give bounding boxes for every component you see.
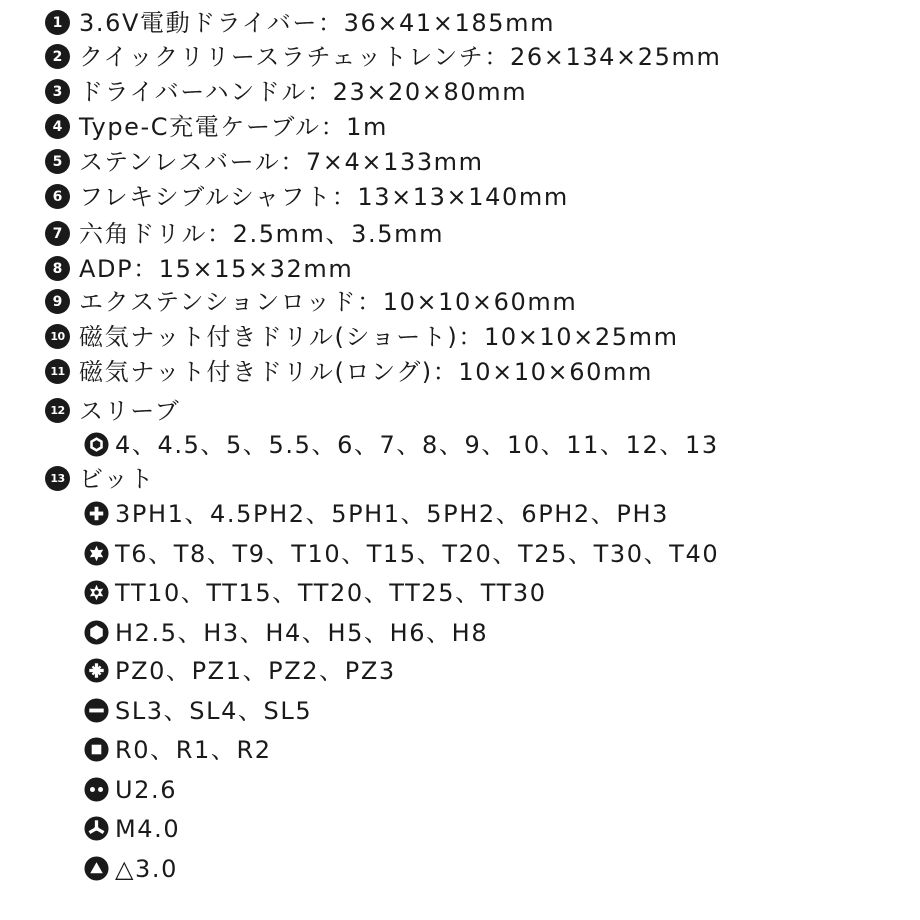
bit-row-triangle	[84, 856, 178, 881]
item-text: 磁気ナット付きドリル(ショート)：10×10×25mm	[79, 322, 679, 351]
item-7	[45, 221, 444, 246]
item-5	[45, 149, 484, 174]
item-text: スリーブ	[79, 396, 181, 425]
item-9	[45, 289, 577, 314]
item-6	[45, 184, 569, 209]
tamper-torx-icon	[84, 580, 109, 605]
square-icon	[84, 737, 109, 762]
number-badge: 9	[45, 289, 70, 314]
pozidriv-icon	[84, 658, 109, 683]
bit-row-square	[84, 737, 272, 762]
tri-wing-icon	[84, 816, 109, 841]
bit-text: SL3、SL4、SL5	[115, 696, 313, 725]
number-badge: 5	[45, 149, 70, 174]
bit-row-torx	[84, 541, 719, 566]
item-text: 六角ドリル：2.5mm、3.5mm	[79, 219, 445, 248]
item-13	[45, 466, 155, 491]
slotted-icon	[84, 698, 109, 723]
item-text: エクステンションロッド：10×10×60mm	[79, 287, 578, 316]
item-text: クイックリリースラチェットレンチ：26×134×25mm	[79, 42, 722, 71]
number-badge: 8	[45, 256, 70, 281]
bit-text: PZ0、PZ1、PZ2、PZ3	[115, 656, 396, 685]
bit-text: 3PH1、4.5PH2、5PH1、5PH2、6PH2、PH3	[115, 499, 669, 528]
item-11	[45, 359, 653, 384]
bit-row-hex	[84, 620, 488, 645]
item-text: ADP：15×15×32mm	[79, 254, 354, 283]
item-10	[45, 324, 679, 349]
item-text: ビット	[79, 464, 155, 493]
item-2	[45, 44, 721, 69]
item-text: フレキシブルシャフト：13×13×140mm	[79, 182, 569, 211]
item-text: Type-C充電ケーブル：1m	[79, 112, 389, 141]
item-12	[45, 398, 180, 423]
number-badge: 11	[45, 359, 70, 384]
item-3	[45, 79, 527, 104]
item-4	[45, 114, 388, 139]
bit-text: H2.5、H3、H4、H5、H6、H8	[115, 618, 489, 647]
number-badge: 12	[45, 398, 70, 423]
number-badge: 2	[45, 44, 70, 69]
bit-row-tamper-torx	[84, 580, 547, 605]
bit-text: T6、T8、T9、T10、T15、T20、T25、T30、T40	[115, 539, 720, 568]
number-badge: 4	[45, 114, 70, 139]
sleeve-text: 4、4.5、5、5.5、6、7、8、9、10、11、12、13	[115, 430, 719, 459]
bit-text: R0、R1、R2	[115, 735, 272, 764]
number-badge: 10	[45, 324, 70, 349]
phillips-icon	[84, 501, 109, 526]
bit-row-tri-wing	[84, 816, 180, 841]
item-1	[45, 10, 555, 35]
bit-text: TT10、TT15、TT20、TT25、TT30	[115, 578, 547, 607]
item-text: 磁気ナット付きドリル(ロング)：10×10×60mm	[79, 357, 653, 386]
bit-text: △3.0	[115, 854, 179, 883]
item-text: ステンレスバール：7×4×133mm	[79, 147, 484, 176]
spanner-icon	[84, 777, 109, 802]
number-badge: 7	[45, 221, 70, 246]
number-badge: 6	[45, 184, 70, 209]
item-8	[45, 256, 353, 281]
item-text: 3.6V電動ドライバー：36×41×185mm	[79, 8, 556, 37]
item-text: ドライバーハンドル：23×20×80mm	[79, 77, 528, 106]
sleeve-sizes	[84, 432, 719, 457]
bit-row-phillips	[84, 501, 669, 526]
hex-icon	[84, 620, 109, 645]
hex-socket-icon	[84, 432, 109, 457]
number-badge: 1	[45, 10, 70, 35]
torx-icon	[84, 541, 109, 566]
number-badge: 13	[45, 466, 70, 491]
triangle-icon	[84, 856, 109, 881]
bit-text: M4.0	[115, 814, 181, 843]
bit-row-pozidriv	[84, 658, 396, 683]
bit-text: U2.6	[115, 775, 178, 804]
bit-row-spanner	[84, 777, 177, 802]
bit-row-slotted	[84, 698, 312, 723]
number-badge: 3	[45, 79, 70, 104]
